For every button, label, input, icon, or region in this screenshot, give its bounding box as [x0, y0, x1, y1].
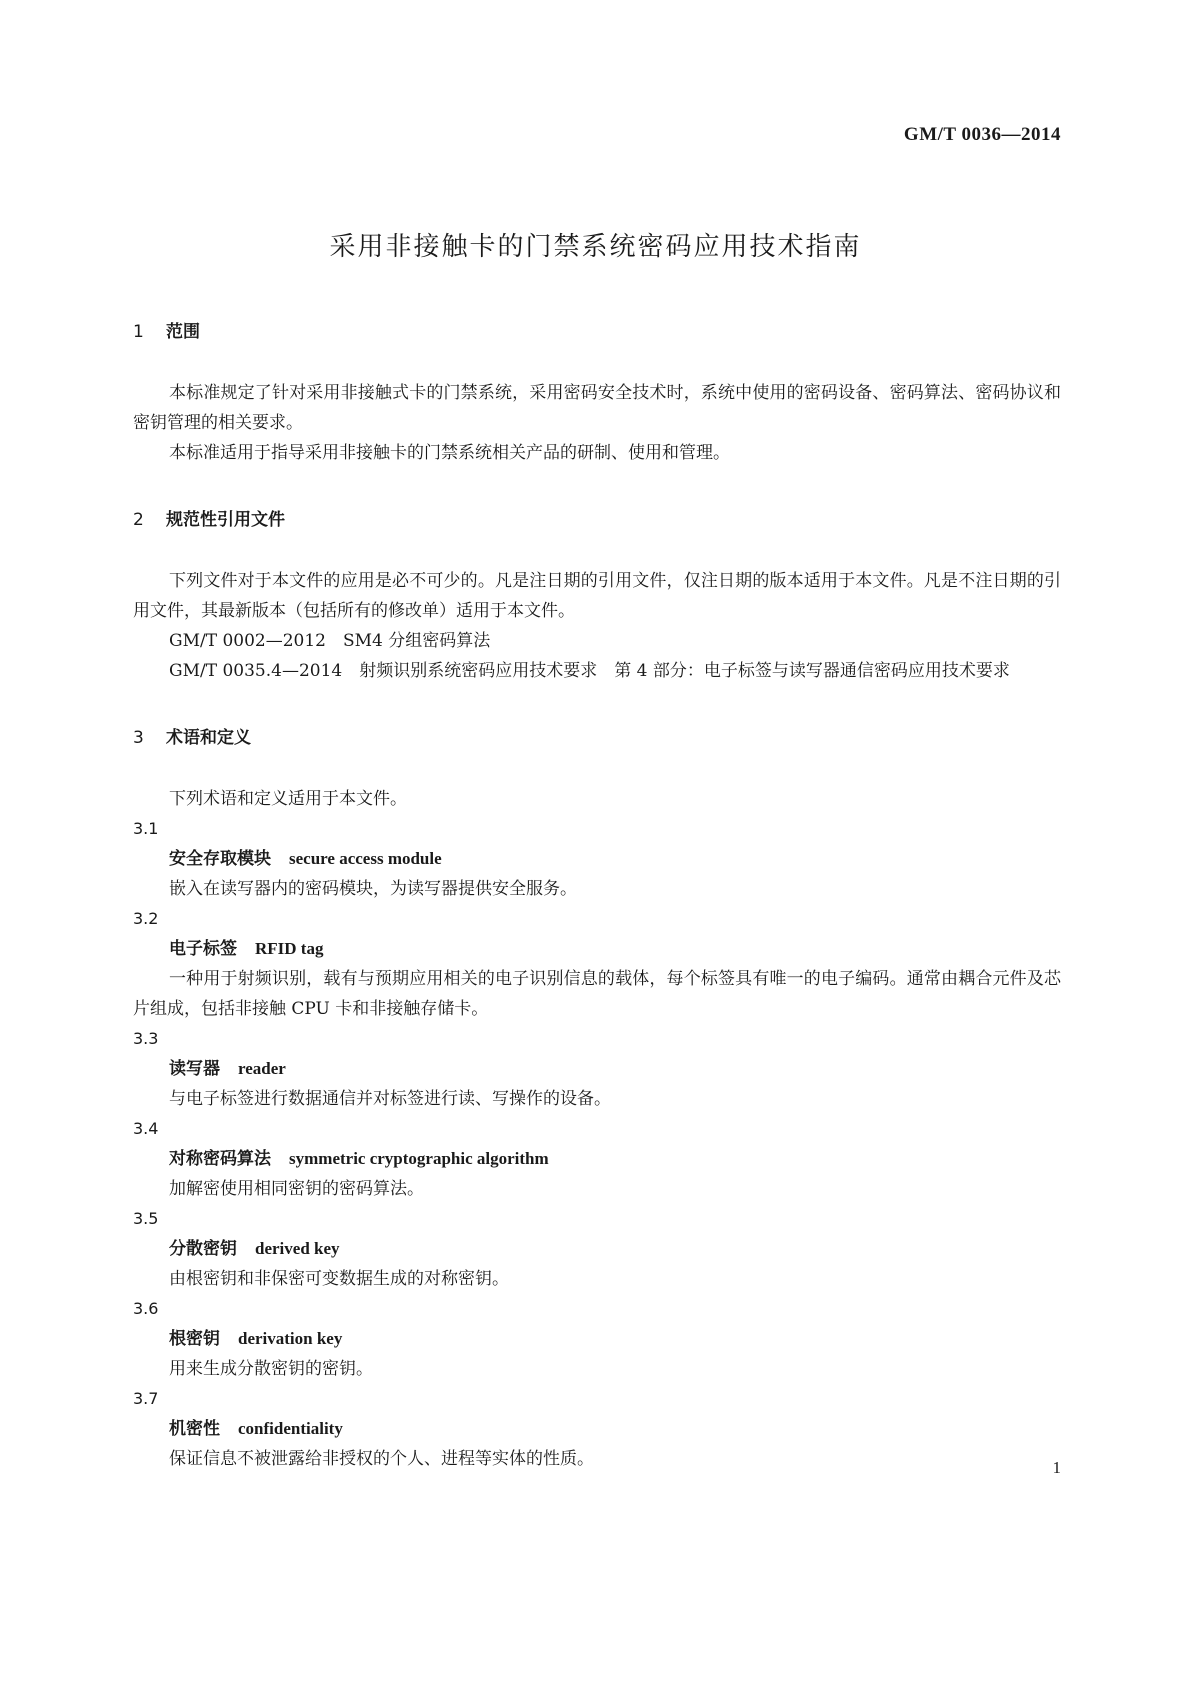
term-definition: 嵌入在读写器内的密码模块，为读写器提供安全服务。 — [169, 879, 577, 899]
term-number: 3.7 — [133, 1389, 159, 1408]
term-entry — [133, 814, 1061, 904]
term-name-cn: 电子标签 — [169, 939, 237, 959]
term-name — [133, 1414, 1061, 1444]
term-entry — [133, 1114, 1061, 1204]
term-name-en: confidentiality — [238, 1419, 343, 1438]
section-title: 术语和定义 — [166, 728, 251, 748]
term-number: 3.3 — [133, 1029, 159, 1048]
term-name-cn: 根密钥 — [169, 1329, 220, 1349]
references-intro: 下列文件对于本文件的应用是必不可少的。凡是注日期的引用文件，仅注日期的版本适用于本文件。凡是不注日期的引用文件，其最新版本（包括所有的修改单）适用于本文件。 — [133, 571, 1061, 621]
term-entry — [133, 1384, 1061, 1474]
term-definition: 用来生成分散密钥的密钥。 — [169, 1359, 373, 1379]
section-heading-references — [133, 508, 1061, 532]
term-entry — [133, 1024, 1061, 1114]
term-definition: 与电子标签进行数据通信并对标签进行读、写操作的设备。 — [169, 1089, 611, 1109]
term-definition: 一种用于射频识别，载有与预期应用相关的电子识别信息的载体，每个标签具有唯一的电子编码。通常由耦合元件及芯片组成，包括非接触 CPU 卡和非接触存储卡。 — [133, 969, 1061, 1019]
term-name — [133, 1054, 1061, 1084]
term-name-en: secure access module — [289, 849, 442, 868]
reference-item: GM/T 0002—2012 SM4 分组密码算法 — [169, 631, 491, 651]
term-name-cn: 对称密码算法 — [169, 1149, 271, 1169]
term-definition: 由根密钥和非保密可变数据生成的对称密钥。 — [169, 1269, 509, 1289]
section-title: 规范性引用文件 — [166, 510, 285, 530]
term-number: 3.1 — [133, 819, 159, 838]
section-title: 范围 — [166, 322, 200, 342]
scope-paragraph: 本标准适用于指导采用非接触卡的门禁系统相关产品的研制、使用和管理。 — [169, 443, 730, 463]
term-number: 3.2 — [133, 909, 159, 928]
section-number: 2 — [133, 510, 144, 530]
section-heading-terms — [133, 726, 1061, 750]
term-name — [133, 1144, 1061, 1174]
term-name-en: RFID tag — [255, 939, 324, 958]
term-name-en: reader — [238, 1059, 286, 1078]
reference-item: GM/T 0035.4—2014 射频识别系统密码应用技术要求 第 4 部分：电子标签与读写器通信密码应用技术要求 — [169, 661, 1010, 681]
term-name-cn: 机密性 — [169, 1419, 220, 1439]
term-entry — [133, 904, 1061, 1024]
term-name — [133, 1324, 1061, 1354]
term-name — [133, 1234, 1061, 1264]
section-heading-scope — [133, 320, 1061, 344]
standard-code: GM/T 0036—2014 — [903, 124, 1061, 145]
term-number: 3.5 — [133, 1209, 159, 1228]
term-name-cn: 读写器 — [169, 1059, 220, 1079]
term-definition: 保证信息不被泄露给非授权的个人、进程等实体的性质。 — [169, 1449, 594, 1469]
term-entry — [133, 1204, 1061, 1294]
term-entry — [133, 1294, 1061, 1384]
page-number: 1 — [1052, 1458, 1061, 1477]
term-name — [133, 934, 1061, 964]
term-name-cn: 分散密钥 — [169, 1239, 237, 1259]
section-number: 1 — [133, 322, 144, 342]
term-name-en: derived key — [255, 1239, 340, 1258]
terms-intro: 下列术语和定义适用于本文件。 — [169, 789, 407, 809]
section-number: 3 — [133, 728, 144, 748]
term-number: 3.4 — [133, 1119, 159, 1138]
document-title: 采用非接触卡的门禁系统密码应用技术指南 — [329, 232, 862, 262]
term-name-en: derivation key — [238, 1329, 343, 1348]
term-number: 3.6 — [133, 1299, 159, 1318]
term-definition: 加解密使用相同密钥的密码算法。 — [169, 1179, 424, 1199]
term-name-cn: 安全存取模块 — [169, 849, 271, 869]
scope-paragraph: 本标准规定了针对采用非接触式卡的门禁系统，采用密码安全技术时，系统中使用的密码设备、密码算法、密码协议和密钥管理的相关要求。 — [133, 383, 1061, 433]
term-name — [133, 844, 1061, 874]
term-name-en: symmetric cryptographic algorithm — [289, 1149, 549, 1168]
document-body — [133, 320, 1061, 1474]
